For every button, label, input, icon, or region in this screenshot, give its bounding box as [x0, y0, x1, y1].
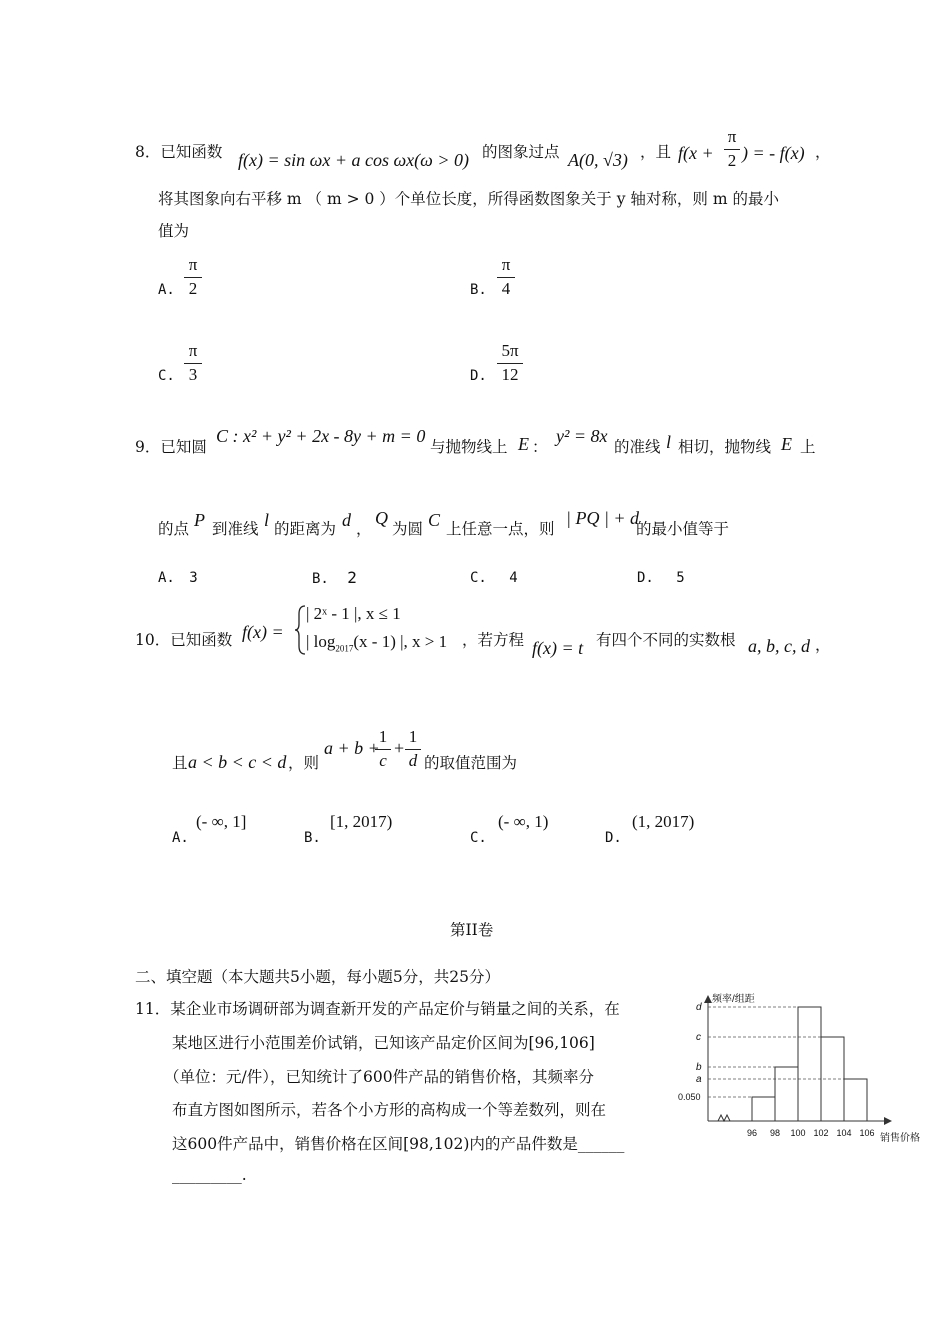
q8-option-b-den: 4	[501, 278, 511, 298]
q8-number: 8．已知函数	[135, 143, 223, 161]
q10-option-b-label: B.	[304, 830, 321, 846]
q10-frac-1d-den: d	[408, 750, 418, 770]
q9-l2d: ，	[356, 520, 372, 538]
q9-text2: ：	[532, 438, 548, 456]
q10-case2-log: | log	[306, 632, 336, 651]
q10-number: 10．已知函数	[135, 631, 233, 649]
q9-option-a[interactable]	[158, 570, 198, 587]
q10-eq: f(x) = t	[532, 638, 584, 658]
q11-line-1: 11．某企业市场调研部为调查新开发的产品定价与销量之间的关系，在	[135, 1000, 620, 1018]
q8-option-d-den: 12	[501, 364, 519, 384]
q8-line1	[135, 143, 222, 162]
q10-l2a: 且	[172, 754, 188, 772]
x-axis-arrow	[884, 1117, 892, 1125]
y-tick-b: b	[696, 1062, 702, 1073]
q9-E: E	[518, 434, 529, 454]
q8-cond-left: f(x +	[678, 143, 714, 163]
q9-E2: E	[781, 434, 792, 454]
q10-option-c-value[interactable]: (- ∞, 1)	[498, 812, 549, 831]
axis-break	[718, 1115, 730, 1121]
q9-option-b[interactable]	[312, 568, 357, 588]
q8-function-def: f(x) = sin ωx + a cos ωx(ω > 0)	[238, 150, 470, 170]
q10-case2	[306, 632, 447, 654]
q9-Q: Q	[375, 508, 388, 528]
q8-option-d-label: D.	[470, 368, 487, 384]
q8-option-c-fraction[interactable]	[184, 342, 202, 384]
q9-option-b-value: 2	[347, 568, 357, 587]
q8-option-a-fraction[interactable]	[184, 256, 202, 298]
q10-case2-base: 2017	[335, 643, 354, 654]
y-tick-d: d	[696, 1002, 702, 1013]
q10-fx: f(x) =	[242, 622, 284, 642]
x-axis-label: 销售价格	[880, 1133, 920, 1144]
q9-C: C	[428, 510, 441, 530]
q8-option-a-den: 2	[188, 278, 198, 298]
q9-text4: 相切，抛物线	[678, 438, 772, 456]
q10-l2b: ，则	[288, 754, 320, 772]
q10-comma: ，	[815, 636, 831, 654]
q8-comma: ，	[815, 143, 831, 161]
x-tick-104: 104	[836, 1128, 852, 1138]
q10-frac-1c-num: 1	[378, 727, 388, 746]
q9-P: P	[194, 510, 205, 530]
x-tick-106: 106	[859, 1128, 875, 1138]
q9-expr: | PQ | + d	[566, 508, 640, 528]
q10-frac-1c-den: c	[379, 750, 387, 770]
x-tick-100: 100	[790, 1128, 806, 1138]
q9-parabola-eq: y² = 8x	[556, 426, 608, 446]
q10-option-c-label: C.	[470, 830, 487, 846]
q9-d: d	[342, 510, 351, 530]
q10-plus: +	[394, 738, 405, 758]
q8-pi: π	[727, 127, 737, 146]
q10-option-a-value[interactable]: (- ∞, 1]	[196, 812, 247, 831]
q9-option-a-label: A.	[158, 570, 175, 586]
section-title: 第II卷	[450, 921, 494, 939]
q10-text1: ，若方程	[462, 631, 525, 649]
q9-option-a-value: 3	[189, 570, 198, 586]
q10-frac-1c	[375, 728, 391, 770]
q11-line-5: 这600件产品中，销售价格在区间[98,102)内的产品件数是______	[172, 1135, 625, 1153]
q11-line-3: （单位：元/件），已知统计了600件产品的销售价格，其频率分	[164, 1068, 595, 1086]
q9-circle-eq: C : x² + y² + 2x - 8y + m = 0	[216, 426, 426, 446]
q8-option-a-label: A.	[158, 282, 175, 298]
q8-option-c-den: 3	[188, 364, 198, 384]
q9-l2c: 的距离为	[274, 520, 337, 538]
q11-line-4: 布直方图如图所示，若各个小方形的高构成一个等差数列，则在	[172, 1101, 607, 1119]
q9-l2e: 为圆	[392, 520, 424, 538]
y-axis-label: 频率/组距	[712, 994, 755, 1005]
q9-option-c-label: C.	[470, 570, 487, 586]
q10-option-d-label: D.	[605, 830, 622, 846]
q8-pi-over-2	[724, 128, 740, 170]
bar-98-100	[775, 1067, 798, 1121]
q8-option-d-fraction[interactable]	[497, 342, 523, 384]
frequency-histogram	[672, 990, 922, 1150]
q10-l2c: 的取值范围为	[424, 754, 518, 772]
y-axis-arrow	[704, 995, 712, 1003]
q9-text5: 上	[800, 438, 816, 456]
q9-option-b-label: B.	[312, 571, 329, 587]
q10-text2: 有四个不同的实数根	[596, 631, 736, 649]
q10-order: a < b < c < d	[188, 752, 287, 772]
q8-two: 2	[727, 150, 737, 170]
q9-option-c[interactable]	[470, 570, 518, 587]
bar-96-98	[752, 1097, 775, 1121]
q10-option-d-value[interactable]: (1, 2017)	[632, 812, 695, 831]
q9-number: 9．已知圆	[135, 438, 207, 456]
q8-option-d-num: 5π	[501, 341, 519, 360]
q10-case1: | 2ˣ - 1 |, x ≤ 1	[306, 604, 401, 623]
bar-104-106	[844, 1079, 867, 1121]
bar-100-102	[798, 1007, 821, 1121]
q10-option-b-value[interactable]: [1, 2017)	[330, 812, 393, 831]
q10-expr-a: a + b +	[324, 738, 380, 758]
q9-l2a: 的点	[158, 520, 190, 538]
q8-option-a-num: π	[188, 255, 198, 274]
q9-option-d[interactable]	[637, 570, 685, 587]
y-tick-0.050: 0.050	[678, 1092, 701, 1102]
q9-l2g: 的最小值等于	[636, 520, 730, 538]
q9-option-d-value: 5	[676, 570, 685, 586]
x-tick-96: 96	[746, 1128, 758, 1138]
q10-option-a-label: A.	[172, 830, 189, 846]
q9-l2b: 到准线	[212, 520, 259, 538]
x-tick-102: 102	[813, 1128, 829, 1138]
q9-text3: 的准线	[614, 438, 661, 456]
q8-line2: 将其图象向右平移 m （ m > 0 ）个单位长度，所得函数图象关于 y 轴对称，则 m 的最小	[158, 190, 779, 208]
q11-blank-end[interactable]: _________.	[172, 1166, 247, 1184]
y-tick-a: a	[696, 1074, 702, 1085]
q10-frac-1d	[405, 728, 421, 770]
q9-option-c-value: 4	[509, 570, 518, 586]
q8-line3: 值为	[158, 222, 190, 240]
q9-l2f: 上任意一点，则	[446, 520, 555, 538]
q10-case2-rest: (x - 1) |, x > 1	[353, 632, 448, 651]
q9-text1: 与抛物线上	[430, 438, 508, 456]
y-tick-c: c	[696, 1032, 701, 1043]
q9-l-2: l	[264, 510, 270, 530]
q8-option-b-fraction[interactable]	[497, 256, 515, 298]
q8-cond-right: ) = - f(x)	[742, 143, 805, 163]
q8-option-c-num: π	[188, 341, 198, 360]
q8-option-b-num: π	[501, 255, 511, 274]
q11-line-2: 某地区进行小范围差价试销，已知该产品定价区间为[96,106]	[172, 1034, 595, 1052]
q10-frac-1d-num: 1	[408, 727, 418, 746]
q8-option-c-label: C.	[158, 368, 175, 384]
q8-text2: ，且	[640, 143, 672, 161]
q10-roots: a, b, c, d	[748, 636, 810, 656]
q8-point: A(0, √3)	[568, 150, 628, 170]
x-tick-98: 98	[769, 1128, 781, 1138]
q9-option-d-label: D.	[637, 570, 654, 586]
q9-l: l	[666, 432, 672, 452]
q8-option-b-label: B.	[470, 282, 487, 298]
q8-text1: 的图象过点	[482, 143, 560, 161]
section-heading: 二、填空题（本大题共5小题，每小题5分，共25分）	[135, 968, 500, 986]
